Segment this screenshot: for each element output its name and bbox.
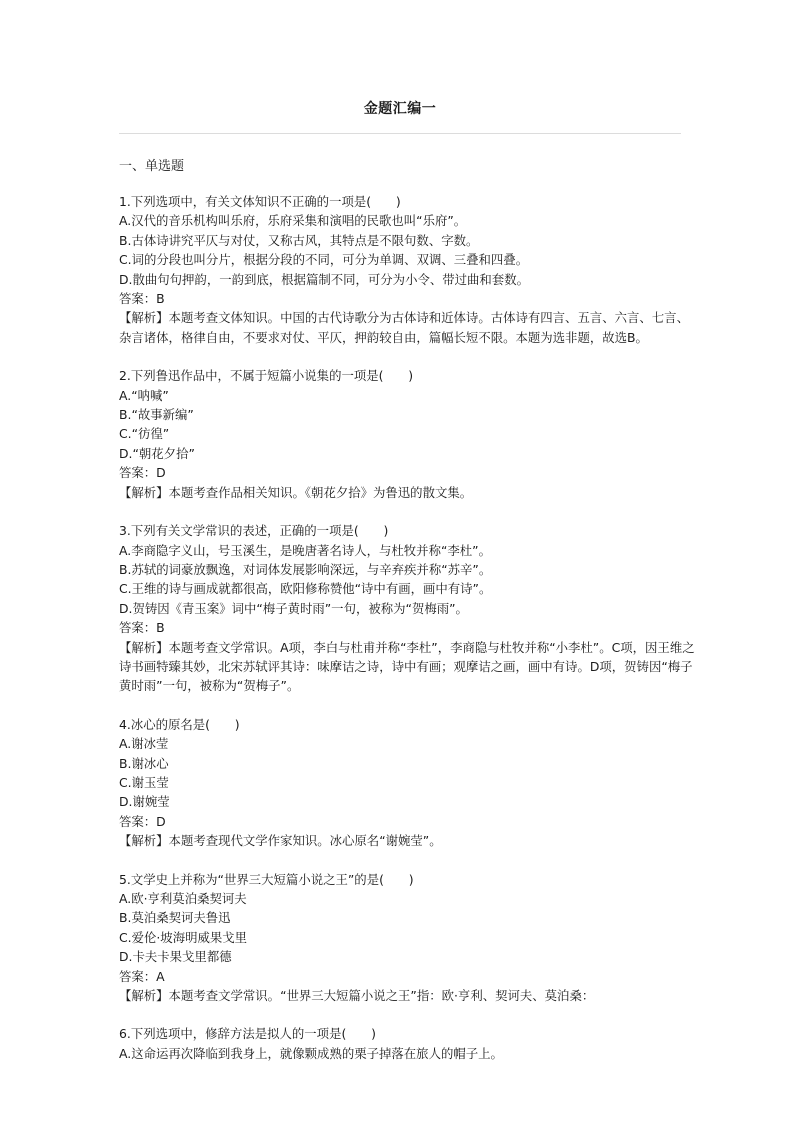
option-b: B.谢冰心: [119, 755, 169, 771]
option-c: C.“彷徨”: [119, 426, 170, 442]
option-a: A.这命运再次降临到我身上，就像颗成熟的栗子掉落在旅人的帽子上。: [119, 1045, 503, 1061]
analysis: 【解析】本题考查文学常识。A项，李白与杜甫并称“李杜”，李商隐与杜牧并称“小李杜”。C项，因王维之诗书画特臻其妙，北宋苏轼评其诗：味摩诘之诗，诗中有画；观摩诘之画，画中有诗。D项，贺铸因“梅子黄时雨”一句，被称为“贺梅子”。: [119, 639, 695, 694]
question-stem: 2.下列鲁迅作品中，不属于短篇小说集的一项是( ): [119, 368, 414, 384]
option-b: B.古体诗讲究平仄与对仗，又称古风，其特点是不限句数、字数。: [119, 232, 479, 248]
option-d: D.卡夫卡果戈里都德: [119, 949, 232, 965]
question-stem: 5.文学史上并称为“世界三大短篇小说之王”的是( ): [119, 871, 414, 887]
question-2: [119, 366, 699, 502]
option-a: A.欧·亨利莫泊桑契诃夫: [119, 891, 247, 906]
option-a: A.李商隐字义山，号玉溪生，是晚唐著名诗人，与杜牧并称“李杜”。: [119, 542, 491, 558]
page-title: 金题汇编一: [363, 101, 437, 117]
option-d: D.“朝花夕拾”: [119, 445, 195, 461]
option-c: C.爱伦·坡海明威果戈里: [119, 929, 248, 945]
question-5: [119, 870, 699, 1006]
section-heading: 一、单选题: [119, 159, 185, 174]
question-stem: 4.冰心的原名是( ): [119, 716, 240, 732]
analysis: 【解析】本题考查作品相关知识。《朝花夕拾》为鲁迅的散文集。: [119, 484, 473, 500]
option-b: B.苏轼的词豪放飘逸，对词体发展影响深远，与辛弃疾并称“苏辛”。: [119, 561, 492, 577]
question-stem: 1.下列选项中，有关文体知识不正确的一项是( ): [119, 194, 401, 209]
option-d: D.贺铸因《青玉案》词中“梅子黄时雨”一句，被称为“贺梅雨”。: [119, 600, 468, 616]
answer: 答案：B: [119, 620, 165, 636]
analysis: 【解析】本题考查文学常识。“世界三大短篇小说之王”指：欧·亨利、契诃夫、莫泊桑：: [119, 988, 595, 1004]
question-4: [119, 715, 699, 851]
option-c: C.王维的诗与画成就都很高，欧阳修称赞他“诗中有画，画中有诗”。: [119, 581, 492, 597]
question-list: [119, 192, 699, 1082]
answer: 答案：D: [119, 813, 166, 829]
option-d: D.谢婉莹: [119, 794, 170, 810]
analysis: 【解析】本题考查现代文学作家知识。冰心原名“谢婉莹”。: [119, 833, 442, 849]
question-3: [119, 521, 699, 696]
analysis: 【解析】本题考查文体知识。中国的古代诗歌分为古体诗和近体诗。古体诗有四言、五言、六言、七言、杂言诸体，格律自由，不要求对仗、平仄，押韵较自由，篇幅长短不限。本题为选非题，故选B。: [119, 310, 689, 345]
answer: 答案：D: [119, 465, 166, 481]
option-a: A.“呐喊”: [119, 387, 169, 403]
question-1: [119, 192, 699, 347]
answer: 答案：A: [119, 968, 165, 984]
question-stem: 3.下列有关文学常识的表述，正确的一项是( ): [119, 523, 389, 539]
option-c: C.谢玉莹: [119, 774, 169, 790]
answer: 答案：B: [119, 291, 165, 307]
question-6: [119, 1024, 699, 1063]
option-a: A.谢冰莹: [119, 736, 169, 752]
option-a: A.汉代的音乐机构叫乐府，乐府采集和演唱的民歌也叫“乐府”。: [119, 213, 467, 229]
option-c: C.词的分段也叫分片，根据分段的不同，可分为单调、双调、三叠和四叠。: [119, 252, 529, 268]
option-b: B.“故事新编”: [119, 407, 194, 423]
title-divider: [119, 133, 681, 134]
option-d: D.散曲句句押韵，一韵到底，根据篇制不同，可分为小令、带过曲和套数。: [119, 271, 529, 287]
option-b: B.莫泊桑契诃夫鲁迅: [119, 910, 231, 926]
question-stem: 6.下列选项中，修辞方法是拟人的一项是( ): [119, 1026, 376, 1042]
